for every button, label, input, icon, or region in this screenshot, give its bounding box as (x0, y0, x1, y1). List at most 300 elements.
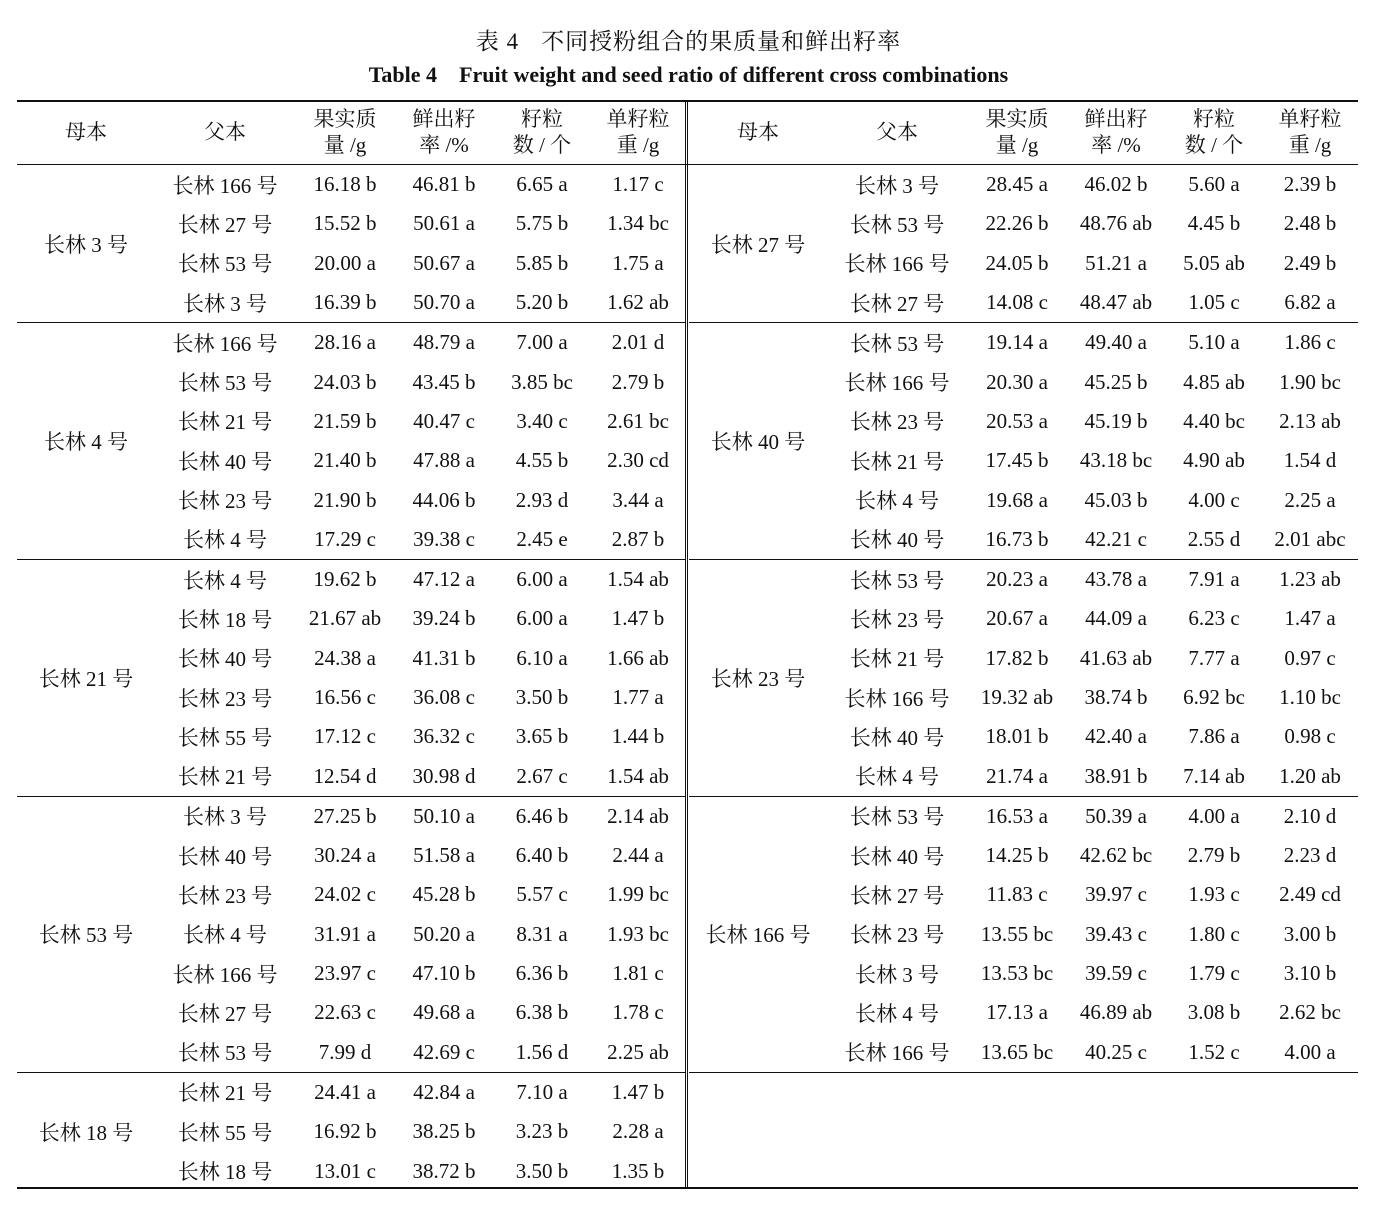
seed-count-cell: 8.31 a (516, 921, 568, 946)
table-row (155, 717, 685, 756)
seed-count-cell: 2.67 c (516, 763, 568, 788)
seed-count-cell: 3.65 b (515, 724, 569, 749)
fruit-weight-cell: 22.26 b (985, 211, 1049, 236)
seed-count-cell: 1.52 c (1188, 1039, 1240, 1064)
seed-ratio-cell: 38.74 b (1084, 685, 1148, 709)
table-row (155, 915, 685, 954)
seed-count-cell: 5.75 b (515, 211, 569, 236)
fruit-weight-cell: 16.92 b (313, 1119, 377, 1144)
header-father: 父本 (204, 120, 246, 144)
seed-ratio-cell: 36.32 c (413, 724, 475, 749)
seed-ratio-cell: 36.08 c (413, 685, 475, 709)
seed-ratio-cell: 38.72 b (412, 1158, 476, 1183)
father-cell: 长林 21 号 (177, 1081, 273, 1106)
fruit-weight-cell: 20.23 a (986, 567, 1048, 592)
fruit-weight-cell: 30.24 a (314, 843, 376, 868)
single-seed-weight-cell: 1.81 c (612, 961, 664, 986)
header-single-seed-weight: 单籽粒 重 /g (1278, 107, 1342, 157)
single-seed-weight-cell: 1.47 b (611, 1079, 665, 1104)
father-cell: 长林 166 号 (844, 252, 950, 277)
single-seed-weight-cell: 0.98 c (1284, 724, 1336, 749)
table-row (827, 993, 1358, 1032)
seed-ratio-cell: 44.06 b (412, 487, 476, 512)
seed-ratio-cell: 48.79 a (413, 330, 475, 355)
fruit-weight-cell: 13.01 c (314, 1158, 376, 1183)
single-seed-weight-cell: 2.28 a (612, 1119, 664, 1144)
father-cell: 长林 166 号 (844, 1041, 950, 1066)
header-seed-ratio: 鲜出籽 率 /% (412, 107, 476, 157)
fruit-weight-cell: 24.38 a (314, 645, 376, 670)
seed-count-cell: 3.85 bc (511, 369, 573, 394)
table-row (827, 797, 1358, 836)
seed-ratio-cell: 41.63 ab (1079, 645, 1153, 670)
table-row (827, 204, 1358, 243)
table-row (155, 441, 685, 480)
fruit-weight-cell: 24.41 a (314, 1079, 376, 1104)
single-seed-weight-cell: 6.82 a (1284, 290, 1336, 315)
seed-ratio-cell: 50.70 a (413, 290, 475, 315)
seed-count-cell: 5.20 b (515, 290, 569, 315)
father-cell: 长林 27 号 (849, 883, 945, 908)
seed-ratio-cell: 39.59 c (1085, 961, 1147, 986)
fruit-weight-cell: 13.65 bc (980, 1039, 1054, 1064)
seed-count-cell: 5.10 a (1188, 330, 1240, 355)
caption-number-cn: 表 4 (475, 29, 520, 54)
seed-ratio-cell: 40.47 c (413, 408, 475, 433)
table-row (155, 1151, 685, 1190)
caption-text-cn: 不同授粉组合的果质量和鲜出籽率 (541, 29, 902, 54)
seed-count-cell: 2.55 d (1187, 526, 1241, 551)
seed-ratio-cell: 43.18 bc (1079, 448, 1153, 473)
single-seed-weight-cell: 1.44 b (611, 724, 665, 749)
seed-ratio-cell: 50.10 a (413, 803, 475, 828)
seed-ratio-cell: 46.81 b (412, 172, 476, 197)
seed-ratio-cell: 51.21 a (1085, 250, 1147, 275)
table-header-left (17, 100, 685, 164)
table-row (155, 283, 685, 322)
father-cell: 长林 4 号 (855, 489, 939, 514)
seed-ratio-cell: 41.31 b (412, 645, 476, 670)
single-seed-weight-cell: 1.34 bc (607, 211, 669, 236)
table-row (155, 1073, 685, 1112)
single-seed-weight-cell: 0.97 c (1284, 645, 1336, 670)
single-seed-weight-cell: 2.01 d (611, 330, 665, 355)
father-cell: 长林 53 号 (849, 331, 945, 356)
mother-cell: 长林 40 号 (710, 430, 806, 455)
fruit-weight-cell: 17.45 b (985, 448, 1049, 473)
father-cell: 长林 40 号 (177, 647, 273, 672)
table-row (155, 599, 685, 638)
table-row (827, 756, 1358, 795)
father-cell: 长林 4 号 (183, 568, 267, 593)
header-seed-count: 籽粒 数 / 个 (1184, 107, 1244, 157)
fruit-weight-cell: 16.53 a (986, 803, 1048, 828)
seed-ratio-cell: 48.76 ab (1079, 211, 1153, 236)
table-row (827, 283, 1358, 322)
father-cell: 长林 166 号 (172, 173, 278, 198)
seed-ratio-cell: 45.28 b (412, 882, 476, 907)
single-seed-weight-cell: 1.66 ab (607, 645, 669, 670)
single-seed-weight-cell: 3.44 a (612, 487, 664, 512)
single-seed-weight-cell: 1.35 b (611, 1158, 665, 1183)
fruit-weight-cell: 28.16 a (314, 330, 376, 355)
fruit-weight-cell: 28.45 a (986, 172, 1048, 197)
fruit-weight-cell: 16.18 b (313, 172, 377, 197)
father-cell: 长林 27 号 (177, 212, 273, 237)
seed-count-cell: 4.90 ab (1183, 448, 1245, 473)
table-row (155, 993, 685, 1032)
table-row (827, 480, 1358, 519)
seed-count-cell: 4.00 c (1188, 487, 1240, 512)
table-row (827, 639, 1358, 678)
fruit-weight-cell: 20.30 a (986, 369, 1048, 394)
seed-ratio-cell: 49.40 a (1085, 330, 1147, 355)
seed-ratio-cell: 30.98 d (412, 763, 476, 788)
seed-ratio-cell: 47.12 a (413, 567, 475, 592)
mother-cell: 长林 4 号 (44, 430, 128, 455)
table-row (155, 639, 685, 678)
caption-chinese (0, 26, 1377, 58)
single-seed-weight-cell: 2.30 cd (607, 448, 669, 473)
seed-ratio-cell: 50.39 a (1085, 803, 1147, 828)
seed-count-cell: 6.40 b (515, 843, 569, 868)
table-row (155, 204, 685, 243)
single-seed-weight-cell: 2.10 d (1283, 803, 1337, 828)
mother-group (17, 323, 685, 560)
single-seed-weight-cell: 2.14 ab (607, 803, 669, 828)
mother-group (689, 797, 1358, 1073)
caption-text-en: Fruit weight and seed ratio of different cross combinations (459, 62, 1009, 87)
fruit-weight-cell: 20.67 a (986, 606, 1048, 631)
single-seed-weight-cell: 1.62 ab (607, 290, 669, 315)
fruit-weight-cell: 24.03 b (313, 369, 377, 394)
single-seed-weight-cell: 2.49 cd (1279, 882, 1341, 907)
father-cell: 长林 40 号 (177, 449, 273, 474)
seed-ratio-cell: 46.89 ab (1079, 1000, 1153, 1025)
seed-count-cell: 7.77 a (1188, 645, 1240, 670)
father-cell: 长林 4 号 (183, 923, 267, 948)
table-row (155, 165, 685, 204)
seed-count-cell: 2.79 b (1187, 843, 1241, 868)
father-cell: 长林 21 号 (177, 410, 273, 435)
seed-ratio-cell: 50.67 a (413, 250, 475, 275)
caption-english (0, 60, 1377, 90)
table-row (155, 560, 685, 599)
fruit-weight-cell: 21.90 b (313, 487, 377, 512)
table-row (827, 678, 1358, 717)
seed-count-cell: 1.93 c (1188, 882, 1240, 907)
single-seed-weight-cell: 2.61 bc (607, 408, 669, 433)
father-cell: 长林 166 号 (844, 686, 950, 711)
mother-cell: 长林 3 号 (44, 232, 128, 257)
table-row (827, 954, 1358, 993)
seed-ratio-cell: 48.47 ab (1079, 290, 1153, 315)
header-seed-count: 籽粒 数 / 个 (512, 107, 572, 157)
seed-ratio-cell: 40.25 c (1085, 1039, 1147, 1064)
table-row (155, 797, 685, 836)
seed-ratio-cell: 39.38 c (413, 526, 475, 551)
father-cell: 长林 4 号 (855, 1001, 939, 1026)
table-row (827, 323, 1358, 362)
fruit-weight-cell: 16.39 b (313, 290, 377, 315)
seed-ratio-cell: 42.40 a (1085, 724, 1147, 749)
seed-ratio-cell: 39.43 c (1085, 921, 1147, 946)
single-seed-weight-cell: 4.00 a (1284, 1039, 1336, 1064)
father-cell: 长林 53 号 (849, 212, 945, 237)
table-row (155, 836, 685, 875)
table-row (155, 678, 685, 717)
single-seed-weight-cell: 1.54 ab (607, 567, 669, 592)
seed-count-cell: 4.45 b (1187, 211, 1241, 236)
mother-cell: 长林 166 号 (705, 923, 811, 948)
table-row (155, 1112, 685, 1151)
father-cell: 长林 3 号 (855, 962, 939, 987)
table-row (155, 480, 685, 519)
single-seed-weight-cell: 1.99 bc (607, 882, 669, 907)
seed-ratio-cell: 44.09 a (1085, 606, 1147, 631)
seed-count-cell: 4.40 bc (1183, 408, 1245, 433)
father-cell: 长林 53 号 (177, 1041, 273, 1066)
single-seed-weight-cell: 1.77 a (612, 685, 664, 709)
seed-count-cell: 6.00 a (516, 606, 568, 631)
table-row (827, 1033, 1358, 1072)
fruit-weight-cell: 27.25 b (313, 803, 377, 828)
caption-number-en: Table 4 (368, 62, 438, 87)
seed-count-cell: 6.65 a (516, 172, 568, 197)
seed-count-cell: 1.79 c (1188, 961, 1240, 986)
single-seed-weight-cell: 3.10 b (1283, 961, 1337, 986)
father-cell: 长林 55 号 (177, 1120, 273, 1145)
header-mother: 母本 (737, 120, 779, 144)
fruit-weight-cell: 16.73 b (985, 526, 1049, 551)
table-body-right (689, 165, 1358, 1073)
table-row (827, 875, 1358, 914)
single-seed-weight-cell: 2.13 ab (1279, 408, 1341, 433)
table-caption (0, 26, 1377, 90)
mother-group (17, 797, 685, 1073)
father-cell: 长林 40 号 (849, 844, 945, 869)
mother-cell: 长林 21 号 (38, 666, 134, 691)
father-cell: 长林 40 号 (849, 725, 945, 750)
single-seed-weight-cell: 1.23 ab (1279, 567, 1341, 592)
table-row (155, 520, 685, 559)
seed-count-cell: 6.38 b (515, 1000, 569, 1025)
seed-count-cell: 3.23 b (515, 1119, 569, 1144)
father-cell: 长林 23 号 (849, 923, 945, 948)
father-cell: 长林 21 号 (849, 449, 945, 474)
mother-group (17, 560, 685, 797)
fruit-weight-cell: 19.62 b (313, 567, 377, 592)
table-row (155, 402, 685, 441)
table-row (155, 323, 685, 362)
single-seed-weight-cell: 2.25 a (1284, 487, 1336, 512)
seed-count-cell: 7.00 a (516, 330, 568, 355)
mother-group (17, 1073, 685, 1191)
table-row (827, 362, 1358, 401)
seed-count-cell: 2.45 e (516, 526, 568, 551)
seed-count-cell: 3.50 b (515, 685, 569, 709)
father-cell: 长林 23 号 (177, 883, 273, 908)
fruit-weight-cell: 23.97 c (314, 961, 376, 986)
seed-count-cell: 7.10 a (516, 1079, 568, 1104)
header-fruit-weight: 果实质 量 /g (313, 107, 377, 157)
single-seed-weight-cell: 1.75 a (612, 250, 664, 275)
single-seed-weight-cell: 1.10 bc (1279, 685, 1341, 709)
fruit-weight-cell: 12.54 d (313, 763, 377, 788)
fruit-weight-cell: 24.05 b (985, 250, 1049, 275)
fruit-weight-cell: 22.63 c (314, 1000, 376, 1025)
table-row (827, 836, 1358, 875)
seed-ratio-cell: 45.25 b (1084, 369, 1148, 394)
seed-count-cell: 5.57 c (516, 882, 568, 907)
father-cell: 长林 166 号 (172, 331, 278, 356)
single-seed-weight-cell: 1.86 c (1284, 330, 1336, 355)
fruit-weight-cell: 19.32 ab (980, 685, 1054, 709)
seed-ratio-cell: 39.97 c (1085, 882, 1147, 907)
seed-ratio-cell: 49.68 a (413, 1000, 475, 1025)
mother-cell: 长林 18 号 (38, 1120, 134, 1145)
seed-ratio-cell: 38.25 b (412, 1119, 476, 1144)
seed-count-cell: 3.50 b (515, 1158, 569, 1183)
header-mother: 母本 (65, 120, 107, 144)
header-father: 父本 (876, 120, 918, 144)
seed-count-cell: 5.85 b (515, 250, 569, 275)
header-fruit-weight: 果实质 量 /g (985, 107, 1049, 157)
seed-ratio-cell: 42.69 c (413, 1039, 475, 1064)
fruit-weight-cell: 7.99 d (318, 1039, 372, 1064)
fruit-weight-cell: 31.91 a (314, 921, 376, 946)
seed-count-cell: 5.05 ab (1183, 250, 1245, 275)
single-seed-weight-cell: 1.20 ab (1279, 763, 1341, 788)
seed-ratio-cell: 43.78 a (1085, 567, 1147, 592)
seed-count-cell: 1.05 c (1188, 290, 1240, 315)
table-row (827, 244, 1358, 283)
mother-cell: 长林 53 号 (38, 923, 134, 948)
header-single-seed-weight: 单籽粒 重 /g (606, 107, 670, 157)
seed-count-cell: 6.36 b (515, 961, 569, 986)
seed-count-cell: 4.85 ab (1183, 369, 1245, 394)
seed-ratio-cell: 45.03 b (1084, 487, 1148, 512)
fruit-weight-cell: 11.83 c (986, 882, 1048, 907)
seed-count-cell: 3.40 c (516, 408, 568, 433)
fruit-weight-cell: 16.56 c (314, 685, 376, 709)
mother-cell: 长林 27 号 (710, 232, 806, 257)
table-row (827, 717, 1358, 756)
single-seed-weight-cell: 1.54 ab (607, 763, 669, 788)
father-cell: 长林 27 号 (849, 291, 945, 316)
seed-count-cell: 7.14 ab (1183, 763, 1245, 788)
father-cell: 长林 53 号 (177, 371, 273, 396)
seed-count-cell: 1.56 d (515, 1039, 569, 1064)
single-seed-weight-cell: 2.79 b (611, 369, 665, 394)
seed-count-cell: 6.23 c (1188, 606, 1240, 631)
seed-count-cell: 4.00 a (1188, 803, 1240, 828)
single-seed-weight-cell: 2.25 ab (607, 1039, 669, 1064)
father-cell: 长林 18 号 (177, 607, 273, 632)
table-header-right (689, 100, 1357, 164)
seed-ratio-cell: 38.91 b (1084, 763, 1148, 788)
table-row (155, 244, 685, 283)
father-cell: 长林 21 号 (849, 647, 945, 672)
fruit-weight-cell: 14.25 b (985, 843, 1049, 868)
table-row (827, 915, 1358, 954)
seed-count-cell: 2.93 d (515, 487, 569, 512)
seed-count-cell: 1.80 c (1188, 921, 1240, 946)
single-seed-weight-cell: 2.48 b (1283, 211, 1337, 236)
single-seed-weight-cell: 1.90 bc (1279, 369, 1341, 394)
table-row (827, 520, 1358, 559)
table-row (155, 362, 685, 401)
seed-ratio-cell: 50.61 a (413, 211, 475, 236)
father-cell: 长林 166 号 (172, 962, 278, 987)
fruit-weight-cell: 19.68 a (986, 487, 1048, 512)
mother-group (17, 165, 685, 323)
single-seed-weight-cell: 2.23 d (1283, 843, 1337, 868)
father-cell: 长林 40 号 (849, 528, 945, 553)
single-seed-weight-cell: 2.44 a (612, 843, 664, 868)
fruit-weight-cell: 15.52 b (313, 211, 377, 236)
single-seed-weight-cell: 1.93 bc (607, 921, 669, 946)
seed-ratio-cell: 47.10 b (412, 961, 476, 986)
father-cell: 长林 23 号 (849, 607, 945, 632)
single-seed-weight-cell: 3.00 b (1283, 921, 1337, 946)
single-seed-weight-cell: 1.47 a (1284, 606, 1336, 631)
table-row (155, 1033, 685, 1072)
seed-ratio-cell: 42.62 bc (1079, 843, 1153, 868)
single-seed-weight-cell: 2.87 b (611, 526, 665, 551)
fruit-weight-cell: 17.29 c (314, 526, 376, 551)
seed-count-cell: 6.10 a (516, 645, 568, 670)
father-cell: 长林 55 号 (177, 725, 273, 750)
seed-ratio-cell: 42.84 a (413, 1079, 475, 1104)
seed-ratio-cell: 42.21 c (1085, 526, 1147, 551)
mother-group (689, 165, 1358, 323)
seed-count-cell: 7.91 a (1188, 567, 1240, 592)
father-cell: 长林 53 号 (177, 252, 273, 277)
seed-ratio-cell: 51.58 a (413, 843, 475, 868)
table-row (155, 875, 685, 914)
father-cell: 长林 23 号 (849, 410, 945, 435)
single-seed-weight-cell: 2.39 b (1283, 172, 1337, 197)
father-cell: 长林 21 号 (177, 765, 273, 790)
fruit-weight-cell: 13.53 bc (980, 961, 1054, 986)
father-cell: 长林 18 号 (177, 1160, 273, 1185)
father-cell: 长林 27 号 (177, 1001, 273, 1026)
seed-ratio-cell: 45.19 b (1084, 408, 1148, 433)
father-cell: 长林 53 号 (849, 568, 945, 593)
father-cell: 长林 4 号 (855, 765, 939, 790)
fruit-weight-cell: 18.01 b (985, 724, 1049, 749)
single-seed-weight-cell: 2.62 bc (1279, 1000, 1341, 1025)
fruit-weight-cell: 19.14 a (986, 330, 1048, 355)
fruit-weight-cell: 21.59 b (313, 408, 377, 433)
father-cell: 长林 53 号 (849, 805, 945, 830)
fruit-weight-cell: 20.53 a (986, 408, 1048, 433)
fruit-weight-cell: 21.74 a (986, 763, 1048, 788)
fruit-weight-cell: 14.08 c (986, 290, 1048, 315)
table-row (827, 441, 1358, 480)
seed-count-cell: 4.55 b (515, 448, 569, 473)
seed-ratio-cell: 47.88 a (413, 448, 475, 473)
father-cell: 长林 4 号 (183, 528, 267, 553)
table-row (155, 756, 685, 795)
fruit-weight-cell: 24.02 c (314, 882, 376, 907)
father-cell: 长林 23 号 (177, 686, 273, 711)
father-cell: 长林 3 号 (183, 805, 267, 830)
table-row (827, 560, 1358, 599)
fruit-weight-cell: 21.40 b (313, 448, 377, 473)
table-row (827, 599, 1358, 638)
